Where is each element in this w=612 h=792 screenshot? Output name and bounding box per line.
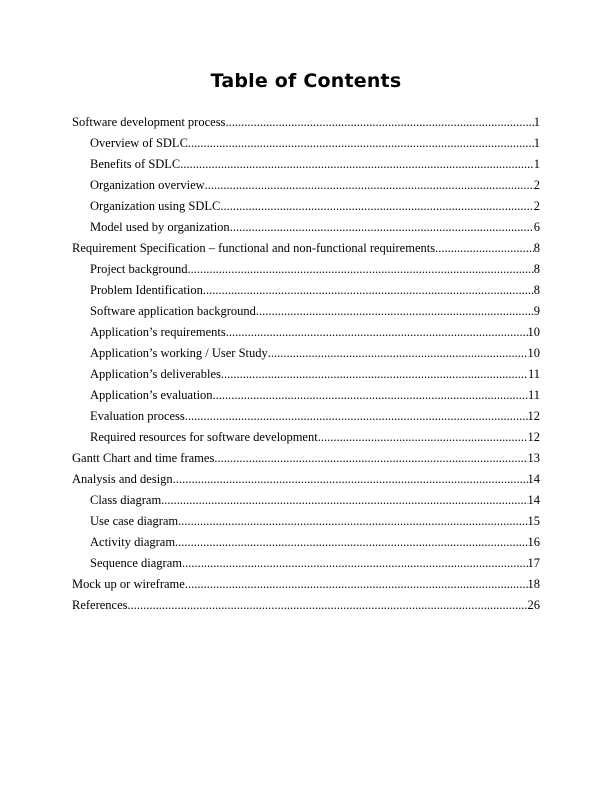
toc-entry[interactable] (72, 511, 540, 532)
toc-entry-label: Benefits of SDLC (90, 157, 181, 171)
toc-entry-label: Analysis and design (72, 472, 173, 486)
toc-entry-label: Application’s requirements (90, 325, 226, 339)
toc-entry-page: 11 (527, 367, 540, 381)
toc-entry-page: 9 (533, 304, 540, 318)
toc-leader-dots (435, 238, 534, 259)
toc-entry-label: Required resources for software development (90, 430, 318, 444)
toc-leader-dots (185, 406, 528, 427)
toc-entry[interactable] (72, 553, 540, 574)
toc-entry[interactable] (72, 175, 540, 196)
toc-leader-dots (256, 301, 534, 322)
toc-entry-page: 8 (533, 241, 540, 255)
toc-entry-label: Use case diagram (90, 514, 179, 528)
page-title: Table of Contents (210, 70, 402, 92)
toc-entry[interactable] (72, 532, 540, 553)
toc-entry[interactable] (72, 280, 540, 301)
toc-entry-page: 1 (533, 157, 540, 171)
toc-entry[interactable] (72, 154, 540, 175)
toc-entry-label: Overview of SDLC (90, 136, 188, 150)
toc-entry-label: Software development process (72, 115, 226, 129)
toc-leader-dots (173, 469, 528, 490)
toc-entry-page: 10 (527, 346, 540, 360)
toc-leader-dots (161, 490, 527, 511)
toc-leader-dots (268, 343, 528, 364)
toc-entry-page: 17 (527, 556, 540, 570)
toc-entry[interactable] (72, 574, 540, 595)
toc-leader-dots (185, 574, 528, 595)
toc-leader-dots (226, 322, 528, 343)
toc-entry-page: 8 (533, 262, 540, 276)
toc-entry-label: Gantt Chart and time frames (72, 451, 215, 465)
toc-entry-page: 12 (527, 409, 540, 423)
toc-entry-page: 13 (527, 451, 540, 465)
toc-leader-dots (221, 364, 528, 385)
toc-entry[interactable] (72, 196, 540, 217)
toc-entry-label: Organization using SDLC (90, 199, 221, 213)
toc-entry[interactable] (72, 301, 540, 322)
toc-leader-dots (220, 196, 533, 217)
toc-entry[interactable] (72, 217, 540, 238)
toc-entry[interactable] (72, 259, 540, 280)
toc-entry-page: 1 (533, 115, 540, 129)
toc-entry-page: 11 (527, 388, 540, 402)
toc-entry[interactable] (72, 469, 540, 490)
toc-entry[interactable] (72, 322, 540, 343)
toc-leader-dots (205, 175, 534, 196)
toc-entry-label: Sequence diagram (90, 556, 182, 570)
toc-entry[interactable] (72, 364, 540, 385)
toc-entry-page: 15 (527, 514, 540, 528)
toc-entry-page: 2 (533, 199, 540, 213)
toc-leader-dots (203, 280, 534, 301)
toc-leader-dots (188, 133, 534, 154)
toc-entry-label: Requirement Specification – functional and non-functional requirements (72, 241, 436, 255)
toc-entry-label: Application’s deliverables (90, 367, 221, 381)
toc-entry-label: Evaluation process (90, 409, 185, 423)
toc-leader-dots (182, 553, 528, 574)
toc-entry[interactable] (72, 490, 540, 511)
toc-entry-page: 8 (533, 283, 540, 297)
toc-leader-dots (180, 154, 533, 175)
toc-entry-page: 12 (527, 430, 540, 444)
toc-leader-dots (213, 385, 528, 406)
toc-entry-label: Software application background (90, 304, 256, 318)
toc-entry-label: Organization overview (90, 178, 205, 192)
toc-entry-label: Problem Identification (90, 283, 203, 297)
toc-leader-dots (188, 259, 534, 280)
toc-leader-dots (128, 595, 528, 616)
toc-entry[interactable] (72, 448, 540, 469)
toc-entry-page: 26 (527, 598, 540, 612)
toc-entry-page: 14 (527, 493, 540, 507)
toc-entry-page: 16 (527, 535, 540, 549)
toc-entry[interactable] (72, 112, 540, 133)
toc-entry-page: 14 (527, 472, 540, 486)
toc-entry[interactable] (72, 238, 540, 259)
toc-entry-page: 10 (527, 325, 540, 339)
toc-entry[interactable] (72, 595, 540, 616)
toc-leader-dots (230, 217, 534, 238)
toc-entry-label: Application’s working / User Study (90, 346, 268, 360)
toc-entry-page: 2 (533, 178, 540, 192)
toc-leader-dots (318, 427, 528, 448)
toc-entry[interactable] (72, 343, 540, 364)
toc-entry[interactable] (72, 406, 540, 427)
toc-leader-dots (225, 112, 533, 133)
toc-entry-page: 18 (527, 577, 540, 591)
toc-entry[interactable] (72, 133, 540, 154)
toc-entry-label: Class diagram (90, 493, 162, 507)
toc-entry-page: 6 (533, 220, 540, 234)
toc-entry[interactable] (72, 385, 540, 406)
toc-entry-label: Activity diagram (90, 535, 176, 549)
toc-leader-dots (214, 448, 527, 469)
toc-list (72, 112, 540, 616)
toc-entry[interactable] (72, 427, 540, 448)
toc-entry-label: Model used by organization (90, 220, 230, 234)
toc-entry-label: Application’s evaluation (90, 388, 213, 402)
toc-entry-label: Mock up or wireframe (72, 577, 185, 591)
toc-leader-dots (175, 532, 527, 553)
toc-entry-label: Project background (90, 262, 188, 276)
toc-entry-label: References (72, 598, 128, 612)
toc-leader-dots (178, 511, 527, 532)
toc-entry-page: 1 (533, 136, 540, 150)
